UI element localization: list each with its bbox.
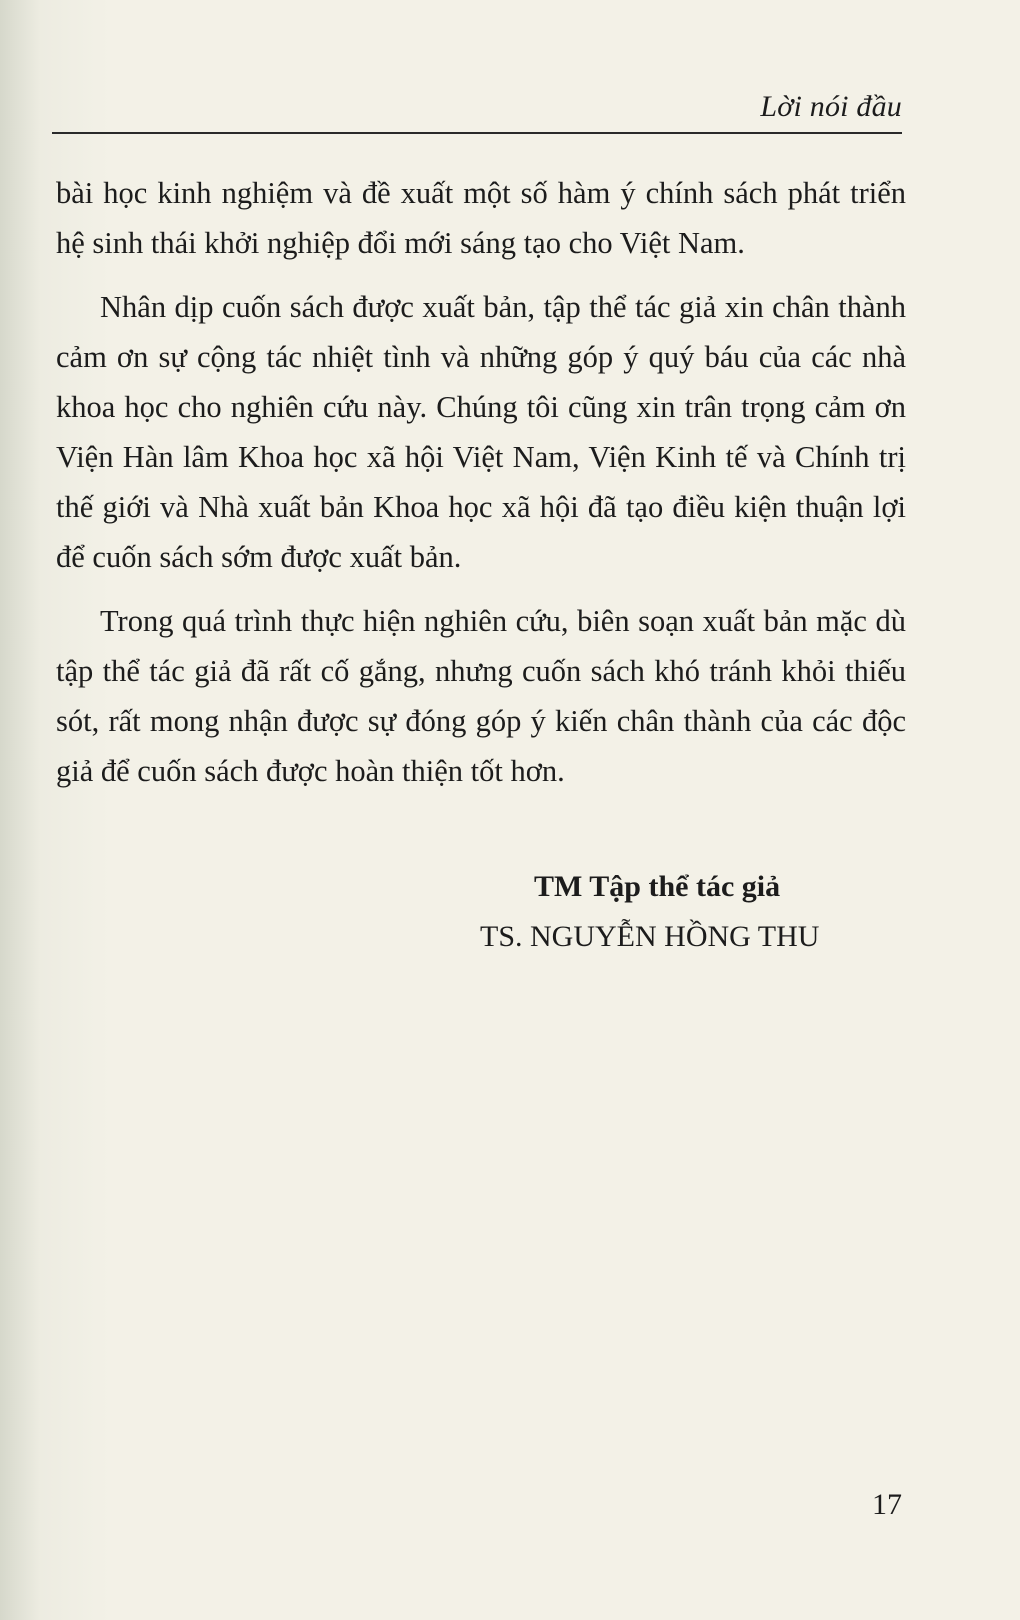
paragraph-continuation: bài học kinh nghiệm và đề xuất một số hàm ý chính sách phát triển hệ sinh thái khởi nghiệp đổi mới sáng tạo cho Việt Nam. [56, 176, 906, 260]
paragraph-closing: Trong quá trình thực hiện nghiên cứu, biên soạn xuất bản mặc dù tập thể tác giả đã rất cố gắng, nhưng cuốn sách khó tránh khỏi thiếu sót, rất mong nhận được sự đóng góp ý kiến chân thành của các độc giả để cuốn sách được hoàn thiện tốt hơn. [56, 604, 906, 788]
signature-role: TM Tập thể tác giả [534, 870, 781, 903]
header-rule [52, 132, 902, 134]
body-text [56, 168, 906, 796]
running-head-title: Lời nói đầu [760, 90, 902, 123]
page-number: 17 [872, 1488, 902, 1521]
signature-block [480, 862, 910, 962]
signature-name: TS. NGUYỄN HỒNG THU [480, 920, 820, 953]
paragraph-acknowledgement: Nhân dịp cuốn sách được xuất bản, tập thể tác giả xin chân thành cảm ơn sự cộng tác nhiệt tình và những góp ý quý báu của các nhà khoa học cho nghiên cứu này. Chúng tôi cũng xin trân trọng cảm ơn Viện Hàn lâm Khoa học xã hội Việt Nam, Viện Kinh tế và Chính trị thế giới và Nhà xuất bản Khoa học xã hội đã tạo điều kiện thuận lợi để cuốn sách sớm được xuất bản. [56, 290, 906, 574]
